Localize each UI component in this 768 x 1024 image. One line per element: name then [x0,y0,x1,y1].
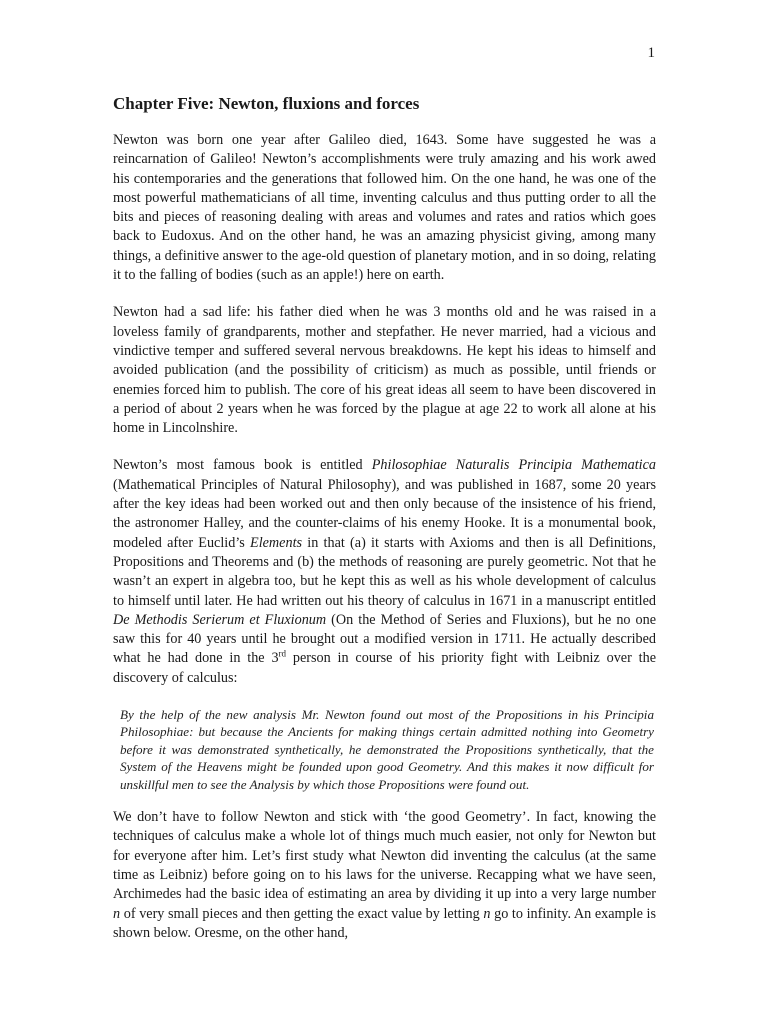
paragraph-newton-intro: Newton was born one year after Galileo died, 1643. Some have suggested he was a reincarnation of Galileo! Newton’s accomplishments were truly amazing and his work awed his contemporaries and the generations that followed him. On the one hand, he was one of the most powerful mathematicians of all time, inventing calculus and thus putting order to all the bits and pieces of reasoning dealing with areas and volumes and rates and ratios which goes back to Eudoxus. And on the other hand, he was an amazing physicist giving, among many things, a definitive answer to the age-old question of planetary motion, and in so doing, relating it to the falling of bodies (such as an apple!) here on earth. [113,132,656,284]
text-run: (Mathematical Principles of Natural Philosophy), and was published in 1687, some 20 years after the key ideas had been worked out and then only because of the insistence of his friend, the astronomer Halley, and the counter-claims of his enemy Hooke. It is a monumental book, modeled after Euclid’s [113,476,656,551]
elements-title: Elements [250,534,303,551]
paragraph-newton-life: Newton had a sad life: his father died when he was 3 months old and he was raised in a loveless family of grandparents, mother and stepfather. He never married, had a vicious and vindictive temper and suffered several nervous breakdowns. He kept his ideas to himself and avoided publication (and the possibility of criticism) as much as possible, until friends or enemies forced him to publish. The core of his great ideas all seem to have been discovered in a period of about 2 years when he was forced by the plague at age 22 to work all alone at his home in Lincolnshire. [113,304,656,437]
text-run: We don’t have to follow Newton and stick with ‘the good Geometry’. In fact, knowing the techniques of calculus make a whole lot of things much much easier, not only for Newton but for everyone after him. Let’s first study what Newton did inventing the calculus (at the same time as Leibniz) before going on to his laws for the universe. Recapping what we have seen, Archimedes had the basic idea of estimating an area by dividing it up into a very large number [113,809,656,903]
principia-title: Philosophiae Naturalis Principia Mathematica [371,457,656,474]
variable-n: n [113,905,121,922]
text-run: in that (a) it starts with Axioms and then is all Definitions, Propositions and Theorems and (b) the methods of reasoning are purely geometric. Not that he wasn’t an expert in algebra too, but he kept this as well as his whole development of calculus to himself until later. He had written out his theory of calculus in 1671 in a manuscript entitled [113,534,656,609]
page-number: 1 [647,45,655,61]
newton-quote: By the help of the new analysis Mr. Newton found out most of the Propositions in his Principia Philosophiae: but because the Ancients for making things certain admitted nothing into Geometry before it was demonstrated synthetically, he demonstrated the Propositions synthetically, that the System of the Heavens might be founded upon good Geometry. And this makes it now difficult for unskillful men to see the Analysis by which those Propositions were found out. [120,707,654,792]
text-run: of very small pieces and then getting the exact value by letting [120,905,484,922]
text-run: person in course of his priority fight with Leibniz over the discovery of calculus: [113,650,656,686]
paragraph-calculus [113,808,656,943]
manuscript-title: De Methodis Serierum et Fluxionum [113,611,327,628]
text-run: go to infinity. An example is shown below. Oresme, on the other hand, [113,905,657,941]
variable-n: n [483,905,491,922]
document-body [113,94,656,961]
ordinal-superscript: rd [278,648,287,659]
text-run: (On the Method of Series and Fluxions), but he no one saw this for 40 years until he brought out a modified version in 1711. He actually described what he had done in the 3 [113,611,657,667]
paragraph-principia [113,456,656,688]
chapter-title: Chapter Five: Newton, fluxions and forces [113,94,420,113]
text-run: Newton’s most famous book is entitled [113,457,372,474]
